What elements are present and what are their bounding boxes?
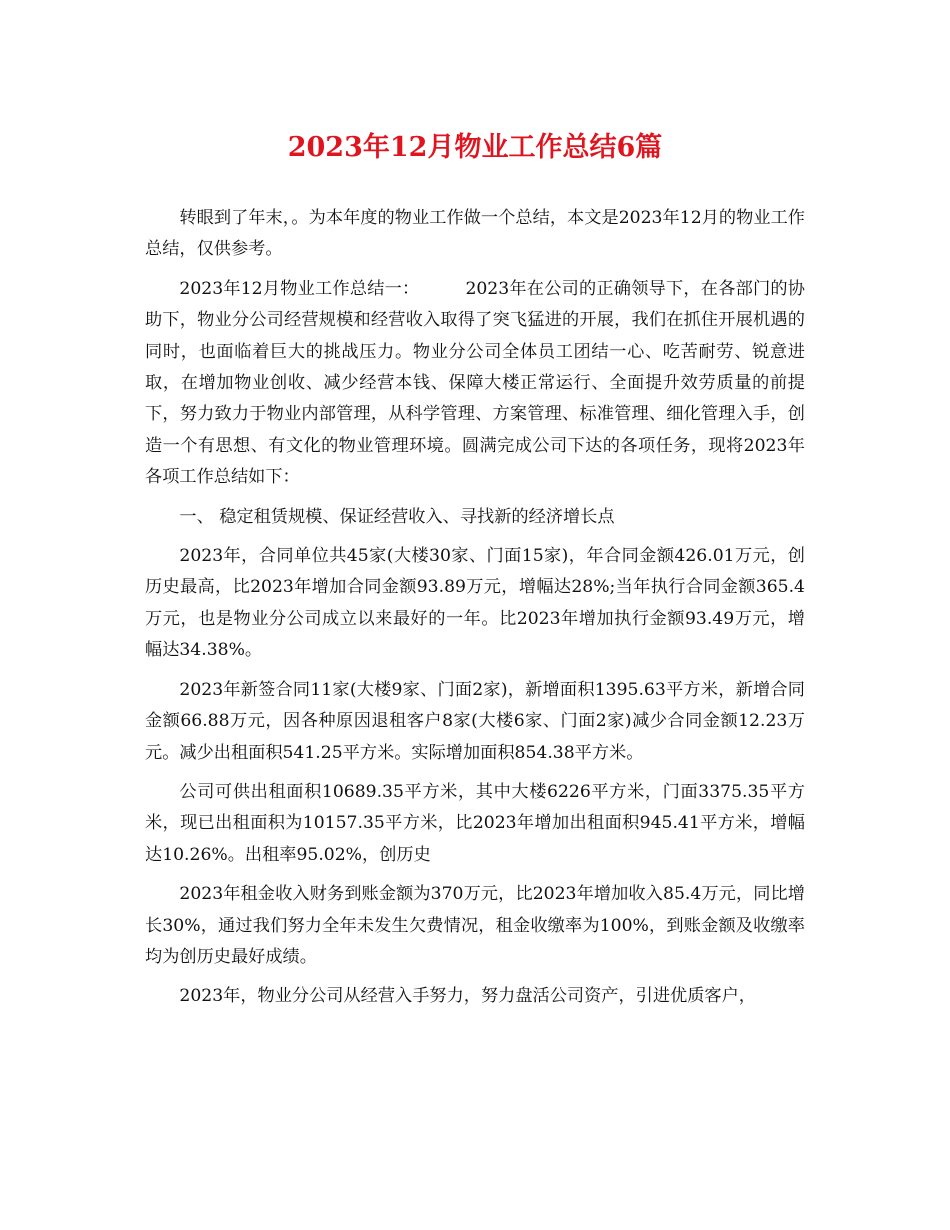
body-paragraph: 2023年，物业分公司从经营入手努力，努力盘活公司资产，引进优质客户， — [179, 986, 756, 1007]
document-title: 2023年12月物业工作总结6篇 — [287, 132, 663, 163]
body-paragraph: 2023年新签合同11家(大楼9家、门面2家)，新增面积1395.63平方米，新增合同金额66.88万元，因各种原因退租客户8家(大楼6家、门面2家)减少合同金额12.23万元。减少出租面积541.25平方米。实际增加面积854.38平方米。 — [145, 679, 805, 763]
document-body — [145, 203, 805, 1021]
intro-paragraph: 转眼到了年末，。为本年度的物业工作做一个总结，本文是2023年12月的物业工作总结，仅供参考。 — [145, 208, 805, 260]
section1-text: 2023年在公司的正确领导下，在各部门的协助下，物业分公司经营规模和经营收入取得了突飞猛进的开展，我们在抓住开展机遇的同时，也面临着巨大的挑战压力。物业分公司全体员工团结一心、吃苦耐劳、锐意进取，在增加物业创收、减少经营本钱、保障大楼正常运行、全面提升效劳质量的前提下，努力致力于物业内部管理，从科学管理、方案管理、标准管理、细化管理入手，创造一个有思想、有文化的物业管理环境。圆满完成公司下达的各项任务，现将2023年各项工作总结如下： — [145, 278, 805, 488]
body-paragraph: 公司可供出租面积10689.35平方米，其中大楼6226平方米，门面3375.35平方米，现已出租面积为10157.35平方米，比2023年增加出租面积945.41平方米，增幅达10.26%。出租率95.02%，创历史 — [145, 781, 805, 865]
section1-paragraph — [145, 274, 805, 494]
body-paragraph: 2023年租金收入财务到账金额为370万元，比2023年增加收入85.4万元，同比增长30%，通过我们努力全年未发生欠费情况，租金收缴率为100%，到账金额及收缴率均为创历史最好成绩。 — [145, 884, 805, 967]
body-paragraph: 2023年，合同单位共45家(大楼30家、门面15家)，年合同金额426.01万元，创历史最高，比2023年增加合同金额93.89万元，增幅达28%;当年执行合同金额365.4万元，也是物业分公司成立以来最好的一年。比2023年增加执行金额93.49万元，增幅达34.38%。 — [145, 546, 805, 661]
section-heading: 一、 稳定租赁规模、保证经营收入、寻找新的经济增长点 — [179, 506, 615, 527]
section1-label: 2023年12月物业工作总结一： — [179, 278, 420, 299]
